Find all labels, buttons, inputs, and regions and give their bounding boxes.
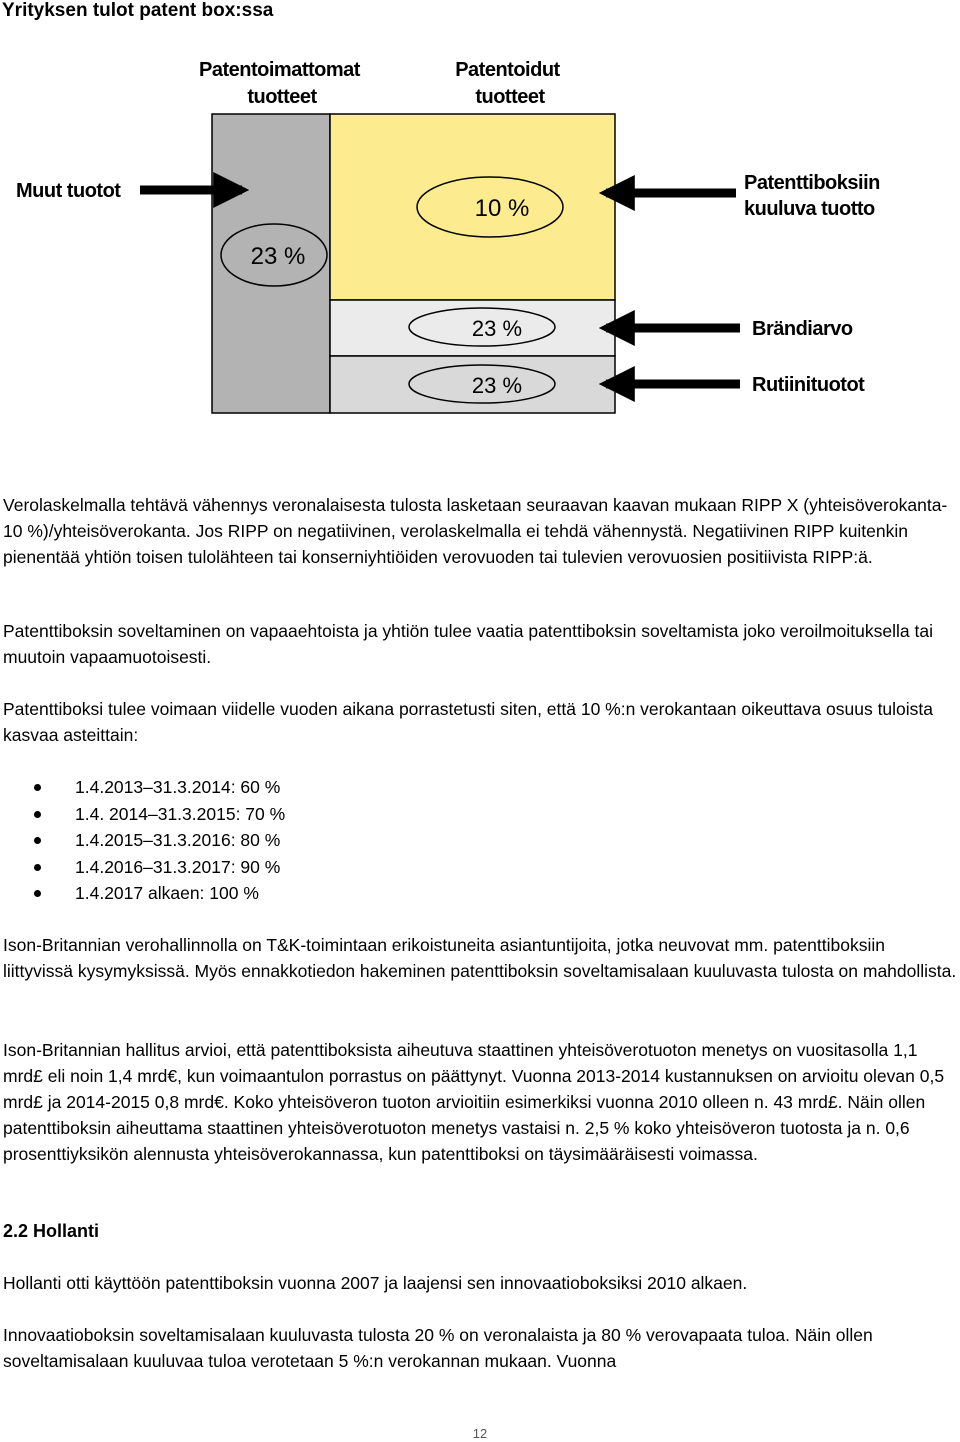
paragraph-uk-cost-estimate: Ison-Britannian hallitus arvioi, että patenttiboksista aiheutuva staattinen yhteisöverotuoton menetys on vuositasolla 1,1 mrd£ eli noin 1,4 mrd€, kun voimaantulon porrastus on päättynyt. Vuonna 2013-2014 kustannuksen on arvioitu olevan 0,5 mrd£ ja 2014-2015 0,8 mrd€. Koko yhteisöveron tuoton arvioitiin esimerkiksi vuonna 2010 olleen n. 43 mrd£. Näin ollen patenttiboksin aiheuttama staattinen yhteisöverotuoton menetys vastaisi n. 2,5 % koko yhteisöveron tuotosta ja n. 0,6 prosenttiyksikön alennusta yhteisöverokannassa, kun patenttiboksi on täysimääräisesti voimassa. [3, 1040, 945, 1164]
patent-box-block [330, 114, 615, 300]
rate-brand-text: 23 % [471, 316, 523, 341]
paragraph-ripp-formula: Verolaskelmalla tehtävä vähennys veronalaisesta tulosta lasketaan seuraavan kaavan mukaan RIPP X (yhteisöverokanta-10 %)/yhteisöverokanta. Jos RIPP on negatiivinen, verolaskelmalla ei tehdä vähennystä. Negatiivinen RIPP kuitenkin pienentää yhtiön toisen tulolähteen tai konserniyhtiöiden verovuoden tai tulevien verovuosien positiivista RIPP:ä. [3, 495, 948, 567]
list-item: 1.4. 2014–31.3.2015: 70 % [0, 801, 600, 828]
page-title: Yrityksen tulot patent box:ssa [2, 0, 274, 21]
header-patented: Patentoidut tuotteet [455, 59, 560, 108]
label-brand-value: Brändiarvo [752, 318, 853, 340]
rate-routine-text: 23 % [471, 373, 523, 398]
paragraph-innovation-box: Innovaatioboksin soveltamisalaan kuuluvasta tulosta 20 % on veronalaista ja 80 % verovapaata tuloa. Näin ollen soveltamisalaan kuuluvaa tuloa verotetaan 5 %:n verokannan mukaan. Vuonna [3, 1325, 873, 1371]
list-item: 1.4.2013–31.3.2014: 60 % [0, 774, 600, 801]
rate-patent-box-text: 10 % [474, 195, 530, 222]
list-item: 1.4.2015–31.3.2016: 80 % [0, 827, 600, 854]
section-heading-netherlands: 2.2 Hollanti [3, 1221, 100, 1241]
list-item: 1.4.2016–31.3.2017: 90 % [0, 854, 600, 881]
paragraph-netherlands-intro: Hollanti otti käyttöön patenttiboksin vuonna 2007 ja laajensi sen innovaatioboksiksi 2010 alkaen. [3, 1273, 748, 1293]
phase-in-list [0, 774, 600, 907]
label-routine-income: Rutiinituotot [752, 374, 865, 396]
header-unpatented: Patentoimattomat tuotteet [199, 59, 360, 108]
paragraph-uk-tax-admin: Ison-Britannian verohallinnolla on T&K-toimintaan erikoistuneita asiantuntijoita, jotka neuvovat mm. patenttiboksiin liittyvissä kysymyksissä. Myös ennakkotiedon hakeminen patenttiboksin soveltamisalaan kuuluvasta tulosta on mahdollista. [3, 935, 957, 981]
bullet-icon [34, 811, 41, 818]
label-other-income: Muut tuotot [16, 180, 121, 202]
rate-other-text: 23 % [250, 243, 306, 270]
page-number: 12 [472, 1426, 488, 1441]
paragraph-voluntary-application: Patenttiboksin soveltaminen on vapaaehtoista ja yhtiön tulee vaatia patenttiboksin soveltamista joko veroilmoituksella tai muutoin vapaamuotoisesti. [3, 621, 933, 667]
patent-box-diagram [0, 40, 960, 440]
paragraph-phase-in: Patenttiboksi tulee voimaan viidelle vuoden aikana porrastetusti siten, että 10 %:n verokantaan oikeuttava osuus tuloista kasvaa asteittain: [3, 699, 934, 745]
bullet-icon [34, 864, 41, 871]
bullet-icon [34, 837, 41, 844]
label-patent-box-income: Patenttiboksiin kuuluva tuotto [744, 172, 880, 220]
list-item: 1.4.2017 alkaen: 100 % [0, 880, 600, 907]
bullet-icon [34, 784, 41, 791]
bullet-icon [34, 890, 41, 897]
